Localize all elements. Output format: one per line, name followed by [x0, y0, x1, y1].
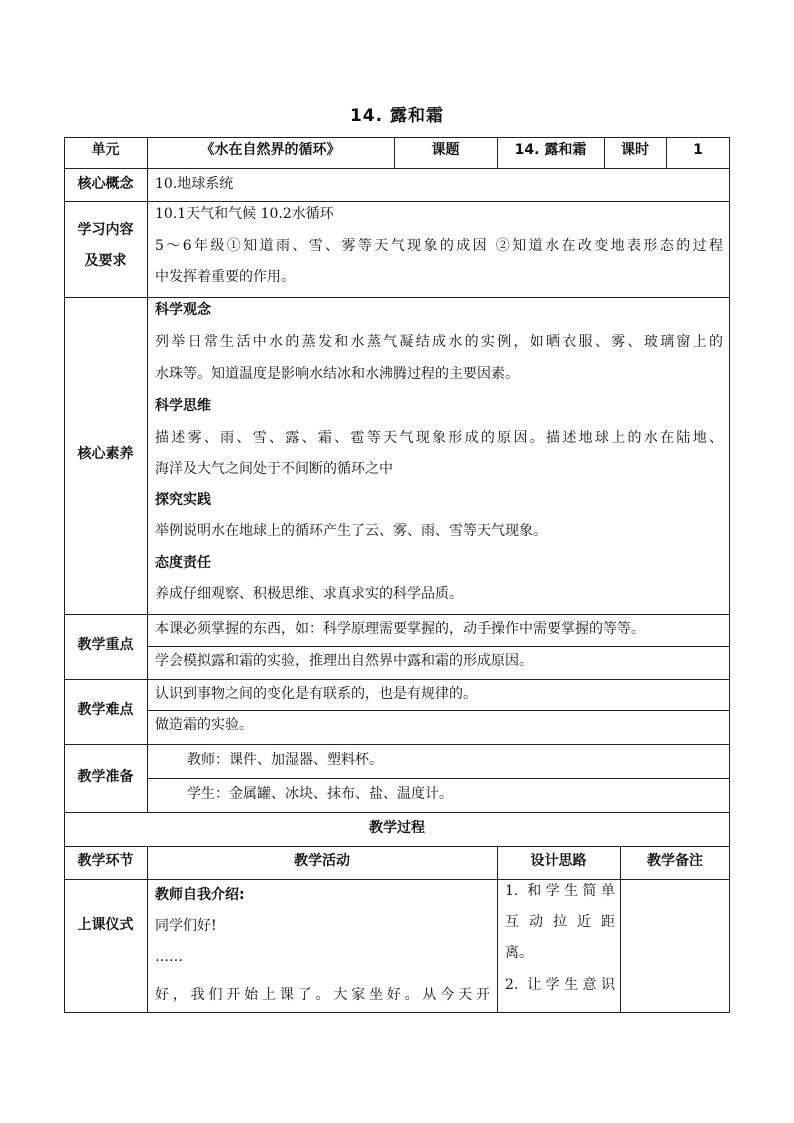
literacy-section-title: 科学思维	[155, 398, 211, 414]
ceremony-activity-line: 好，我们开始上课了。大家坐好。从今天开	[155, 987, 490, 1003]
literacy-text: 举例说明水在地球上的循环产生了云、雾、雨、雪等天气现象。	[155, 523, 547, 539]
row-divider	[64, 614, 730, 615]
key-points-text: 本课必须掌握的东西，如：科学原理需要掌握的，动手操作中需要掌握的等等。	[155, 621, 645, 637]
col-stage-header: 教学环节	[77, 853, 134, 869]
literacy-text: 海洋及大气之间处于不间断的循环之中	[155, 461, 393, 477]
preparation-text: 学生：金属罐、冰块、抹布、盐、温度计。	[187, 786, 453, 802]
learning-line: 中发挥着重要的作用。	[155, 269, 295, 285]
learning-line: 10.1天气和气候 10.2水循环	[155, 206, 334, 222]
unit-value: 《水在自然界的循环》	[200, 142, 341, 158]
page-title: 14. 露和霜	[349, 106, 445, 126]
row-divider	[147, 646, 730, 647]
literacy-section-title: 态度责任	[155, 555, 211, 571]
row-divider	[64, 297, 730, 298]
key-points-label: 教学重点	[77, 637, 134, 653]
core-concept-value: 10.地球系统	[155, 176, 234, 192]
literacy-text: 列举日常生活中水的蒸发和水蒸气凝结成水的实例，如晒衣服、雾、玻璃窗上的	[155, 334, 723, 350]
literacy-text: 水珠等。知道温度是影响水结冰和水沸腾过程的主要因素。	[155, 366, 519, 382]
ceremony-stage: 上课仪式	[77, 917, 134, 933]
row-divider	[147, 778, 730, 779]
col-divider	[620, 846, 621, 1013]
core-concept-label: 核心概念	[77, 176, 134, 192]
preparation-text: 教师：课件、加湿器、塑料杯。	[187, 752, 383, 768]
design-line: 互动拉近距	[505, 914, 615, 930]
process-title: 教学过程	[369, 820, 425, 836]
col-divider	[147, 137, 148, 812]
design-line: 离。	[505, 945, 533, 961]
period-value: 1	[693, 142, 703, 158]
literacy-section-title: 科学观念	[155, 302, 211, 318]
difficulties-label: 教学难点	[77, 702, 134, 718]
col-notes-header: 教学备注	[647, 853, 703, 869]
col-divider	[497, 846, 498, 1013]
row-divider	[64, 679, 730, 680]
col-activity-header: 教学活动	[294, 853, 350, 869]
literacy-section-title: 探究实践	[155, 492, 211, 508]
col-design-header: 设计思路	[530, 853, 587, 869]
design-line: 1. 和学生简单	[505, 883, 615, 899]
learning-line: 5～6年级①知道雨、雪、雾等天气现象的成因 ②知道水在改变地表形态的过程	[155, 238, 723, 254]
row-divider	[147, 710, 730, 711]
preparation-label: 教学准备	[77, 769, 134, 785]
literacy-text: 养成仔细观察、积极思维、求真求实的科学品质。	[155, 586, 463, 602]
row-divider	[64, 879, 730, 880]
row-divider	[64, 812, 730, 813]
topic-value: 14. 露和霜	[514, 142, 587, 158]
ceremony-activity-line: ……	[155, 949, 183, 965]
difficulties-text: 认识到事物之间的变化是有联系的，也是有规律的。	[155, 686, 477, 702]
ceremony-activity-line: 同学们好!	[155, 918, 217, 934]
difficulties-text: 做造霜的实验。	[155, 717, 253, 733]
learning-label-line2: 及要求	[84, 253, 127, 269]
ceremony-activity-title: 教师自我介绍:	[155, 887, 245, 903]
design-line: 2. 让学生意识	[505, 977, 615, 993]
key-points-text: 学会模拟露和霜的实验，推理出自然界中露和霜的形成原因。	[155, 653, 533, 669]
row-divider	[64, 201, 730, 202]
col-divider	[147, 846, 148, 1013]
literacy-label: 核心素养	[77, 446, 134, 462]
period-label: 课时	[621, 142, 649, 158]
topic-label: 课题	[431, 142, 460, 158]
unit-label: 单元	[91, 142, 120, 158]
literacy-text: 描述雾、雨、雪、露、霜、雹等天气现象形成的原因。描述地球上的水在陆地、	[155, 430, 723, 446]
row-divider	[64, 744, 730, 745]
row-divider	[64, 846, 730, 847]
learning-label-line1: 学习内容	[77, 222, 134, 238]
row-divider	[64, 168, 730, 169]
